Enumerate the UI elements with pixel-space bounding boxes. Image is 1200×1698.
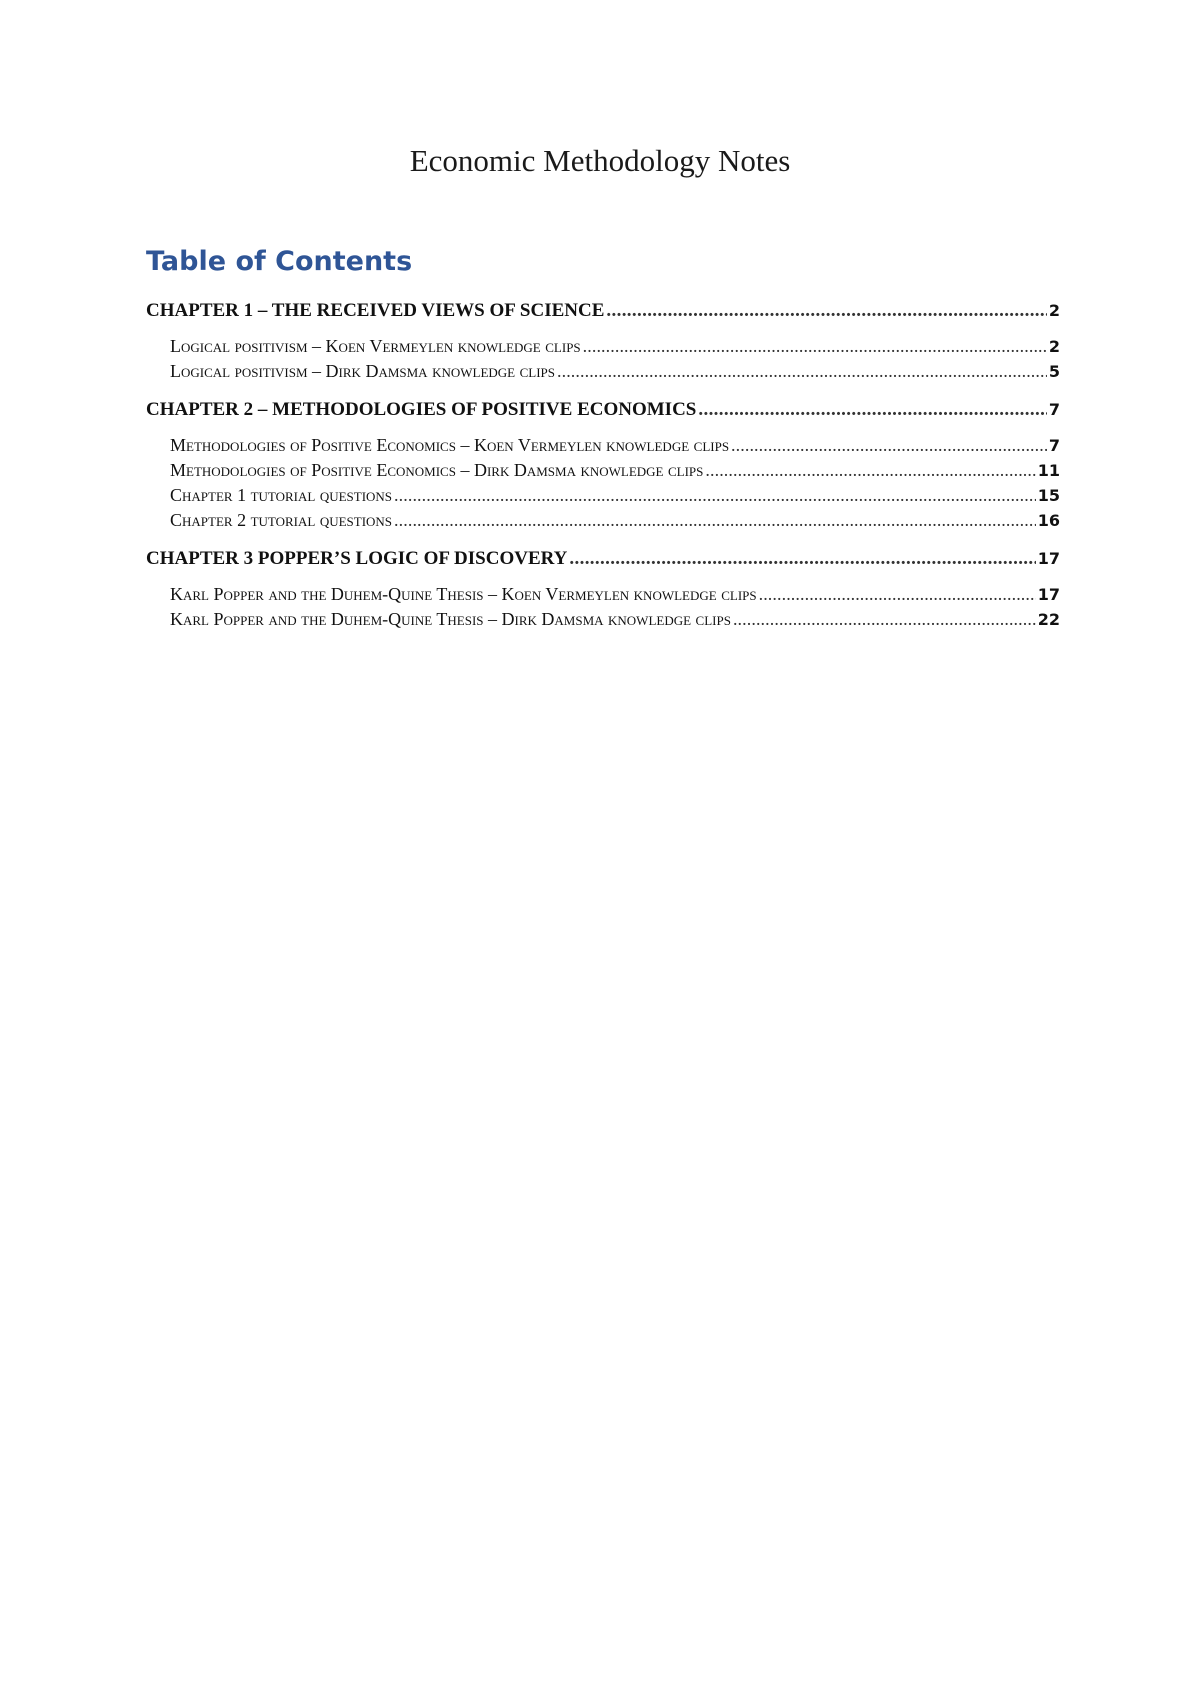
toc-entry-chapter-1-tutorial[interactable] [170,485,1060,506]
toc-page-number: 17 [1037,549,1060,568]
toc-page-number: 17 [1037,585,1060,604]
toc-page-number: 16 [1037,511,1060,530]
toc-entry-label: Logical positivism – Koen Vermeylen knowledge clips [170,336,581,356]
toc-entry-label: Karl Popper and the Duhem-Quine Thesis – Koen Vermeylen knowledge clips [170,584,757,604]
toc-page-number: 7 [1048,436,1060,455]
toc-page-number: 15 [1037,486,1060,505]
toc-entry-label: Logical positivism – Dirk Damsma knowledge clips [170,361,555,381]
toc-entry-label: CHAPTER 1 – THE RECEIVED VIEWS OF SCIENCE [146,300,605,321]
toc-page-number: 5 [1048,362,1060,381]
toc-leader-dots [733,609,1036,630]
toc-leader-dots [394,510,1036,531]
toc-page-number: 22 [1037,610,1060,629]
toc-leader-dots [583,336,1047,357]
toc-page-number: 7 [1048,400,1060,419]
toc-heading: Table of Contents [146,246,413,277]
toc-leader-dots [705,460,1035,481]
toc-entry-chapter-1[interactable] [146,300,1060,322]
toc-leader-dots [606,300,1046,322]
toc-entry-label: Karl Popper and the Duhem-Quine Thesis – Dirk Damsma knowledge clips [170,609,731,629]
toc-page-number: 2 [1048,301,1060,320]
toc-entry-label: CHAPTER 3 POPPER’S LOGIC OF DISCOVERY [146,548,568,569]
toc-entry-chapter-2-tutorial[interactable] [170,510,1060,531]
toc-leader-dots [569,548,1035,570]
toc-entry-logical-positivism-vermeylen[interactable] [170,336,1060,357]
toc-entry-positive-economics-damsma[interactable] [170,460,1060,481]
document-title: Economic Methodology Notes [409,143,791,178]
toc-entry-chapter-2[interactable] [146,399,1060,421]
toc-entry-label: Chapter 1 tutorial questions [170,485,393,505]
toc-entry-popper-damsma[interactable] [170,609,1060,630]
toc-entry-positive-economics-vermeylen[interactable] [170,435,1060,456]
toc-leader-dots [557,361,1047,382]
toc-entry-label: Chapter 2 tutorial questions [170,510,393,530]
toc-entry-popper-vermeylen[interactable] [170,584,1060,605]
toc-page-number: 11 [1037,461,1060,480]
toc-entry-label: CHAPTER 2 – METHODOLOGIES OF POSITIVE ECONOMICS [146,399,697,420]
toc-entry-logical-positivism-damsma[interactable] [170,361,1060,382]
toc-entry-label: Methodologies of Positive Economics – Dirk Damsma knowledge clips [170,460,704,480]
toc-leader-dots [759,584,1036,605]
toc-leader-dots [731,435,1047,456]
toc-leader-dots [698,399,1046,421]
toc-page-number: 2 [1048,337,1060,356]
toc-leader-dots [394,485,1036,506]
toc-entry-chapter-3[interactable] [146,548,1060,570]
toc-entry-label: Methodologies of Positive Economics – Koen Vermeylen knowledge clips [170,435,730,455]
